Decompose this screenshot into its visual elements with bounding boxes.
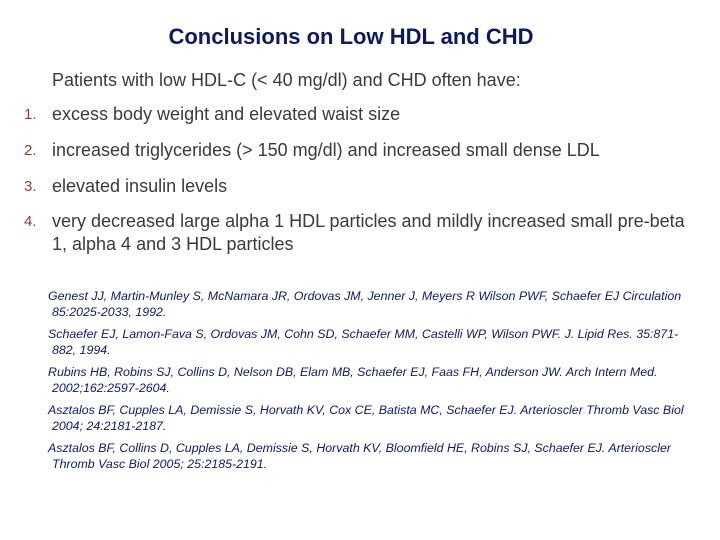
item-number: 3. (24, 178, 37, 195)
item-text: increased triglycerides (> 150 mg/dl) and increased small dense LDL (52, 140, 600, 160)
reference: Asztalos BF, Cupples LA, Demissie S, Horvath KV, Cox CE, Batista MC, Schaefer EJ. Arterioscler Thromb Vasc Biol 2004; 24:2181-2187. (48, 403, 684, 433)
item-number: 1. (24, 106, 37, 123)
item-number: 4. (24, 213, 37, 230)
item-text: very decreased large alpha 1 HDL particles and mildly increased small pre-beta 1, alpha 4 and 3 HDL particles (52, 211, 685, 254)
slide-title: Conclusions on Low HDL and CHD (168, 24, 534, 49)
intro-text: Patients with low HDL-C (< 40 mg/dl) and CHD often have: (52, 70, 521, 90)
item-number: 2. (24, 142, 37, 159)
reference: Schaefer EJ, Lamon-Fava S, Ordovas JM, Cohn SD, Schaefer MM, Castelli WP, Wilson PWF. J. Lipid Res. 35:871-882, 1994. (48, 327, 679, 357)
reference: Genest JJ, Martin-Munley S, McNamara JR, Ordovas JM, Jenner J, Meyers R Wilson PWF, Schaefer EJ Circulation 85:2025-2033, 1992. (48, 289, 682, 319)
item-text: elevated insulin levels (52, 176, 228, 196)
reference: Rubins HB, Robins SJ, Collins D, Nelson DB, Elam MB, Schaefer EJ, Faas FH, Anderson JW. Arch Intern Med. 2002;162:2597-2604. (48, 365, 658, 395)
reference: Asztalos BF, Collins D, Cupples LA, Demissie S, Horvath KV, Bloomfield HE, Robins SJ, Schaefer EJ. Arterioscler Thromb Vasc Biol 2005; 25:2185-2191. (48, 441, 671, 471)
item-text: excess body weight and elevated waist size (52, 104, 401, 124)
references (48, 288, 698, 478)
